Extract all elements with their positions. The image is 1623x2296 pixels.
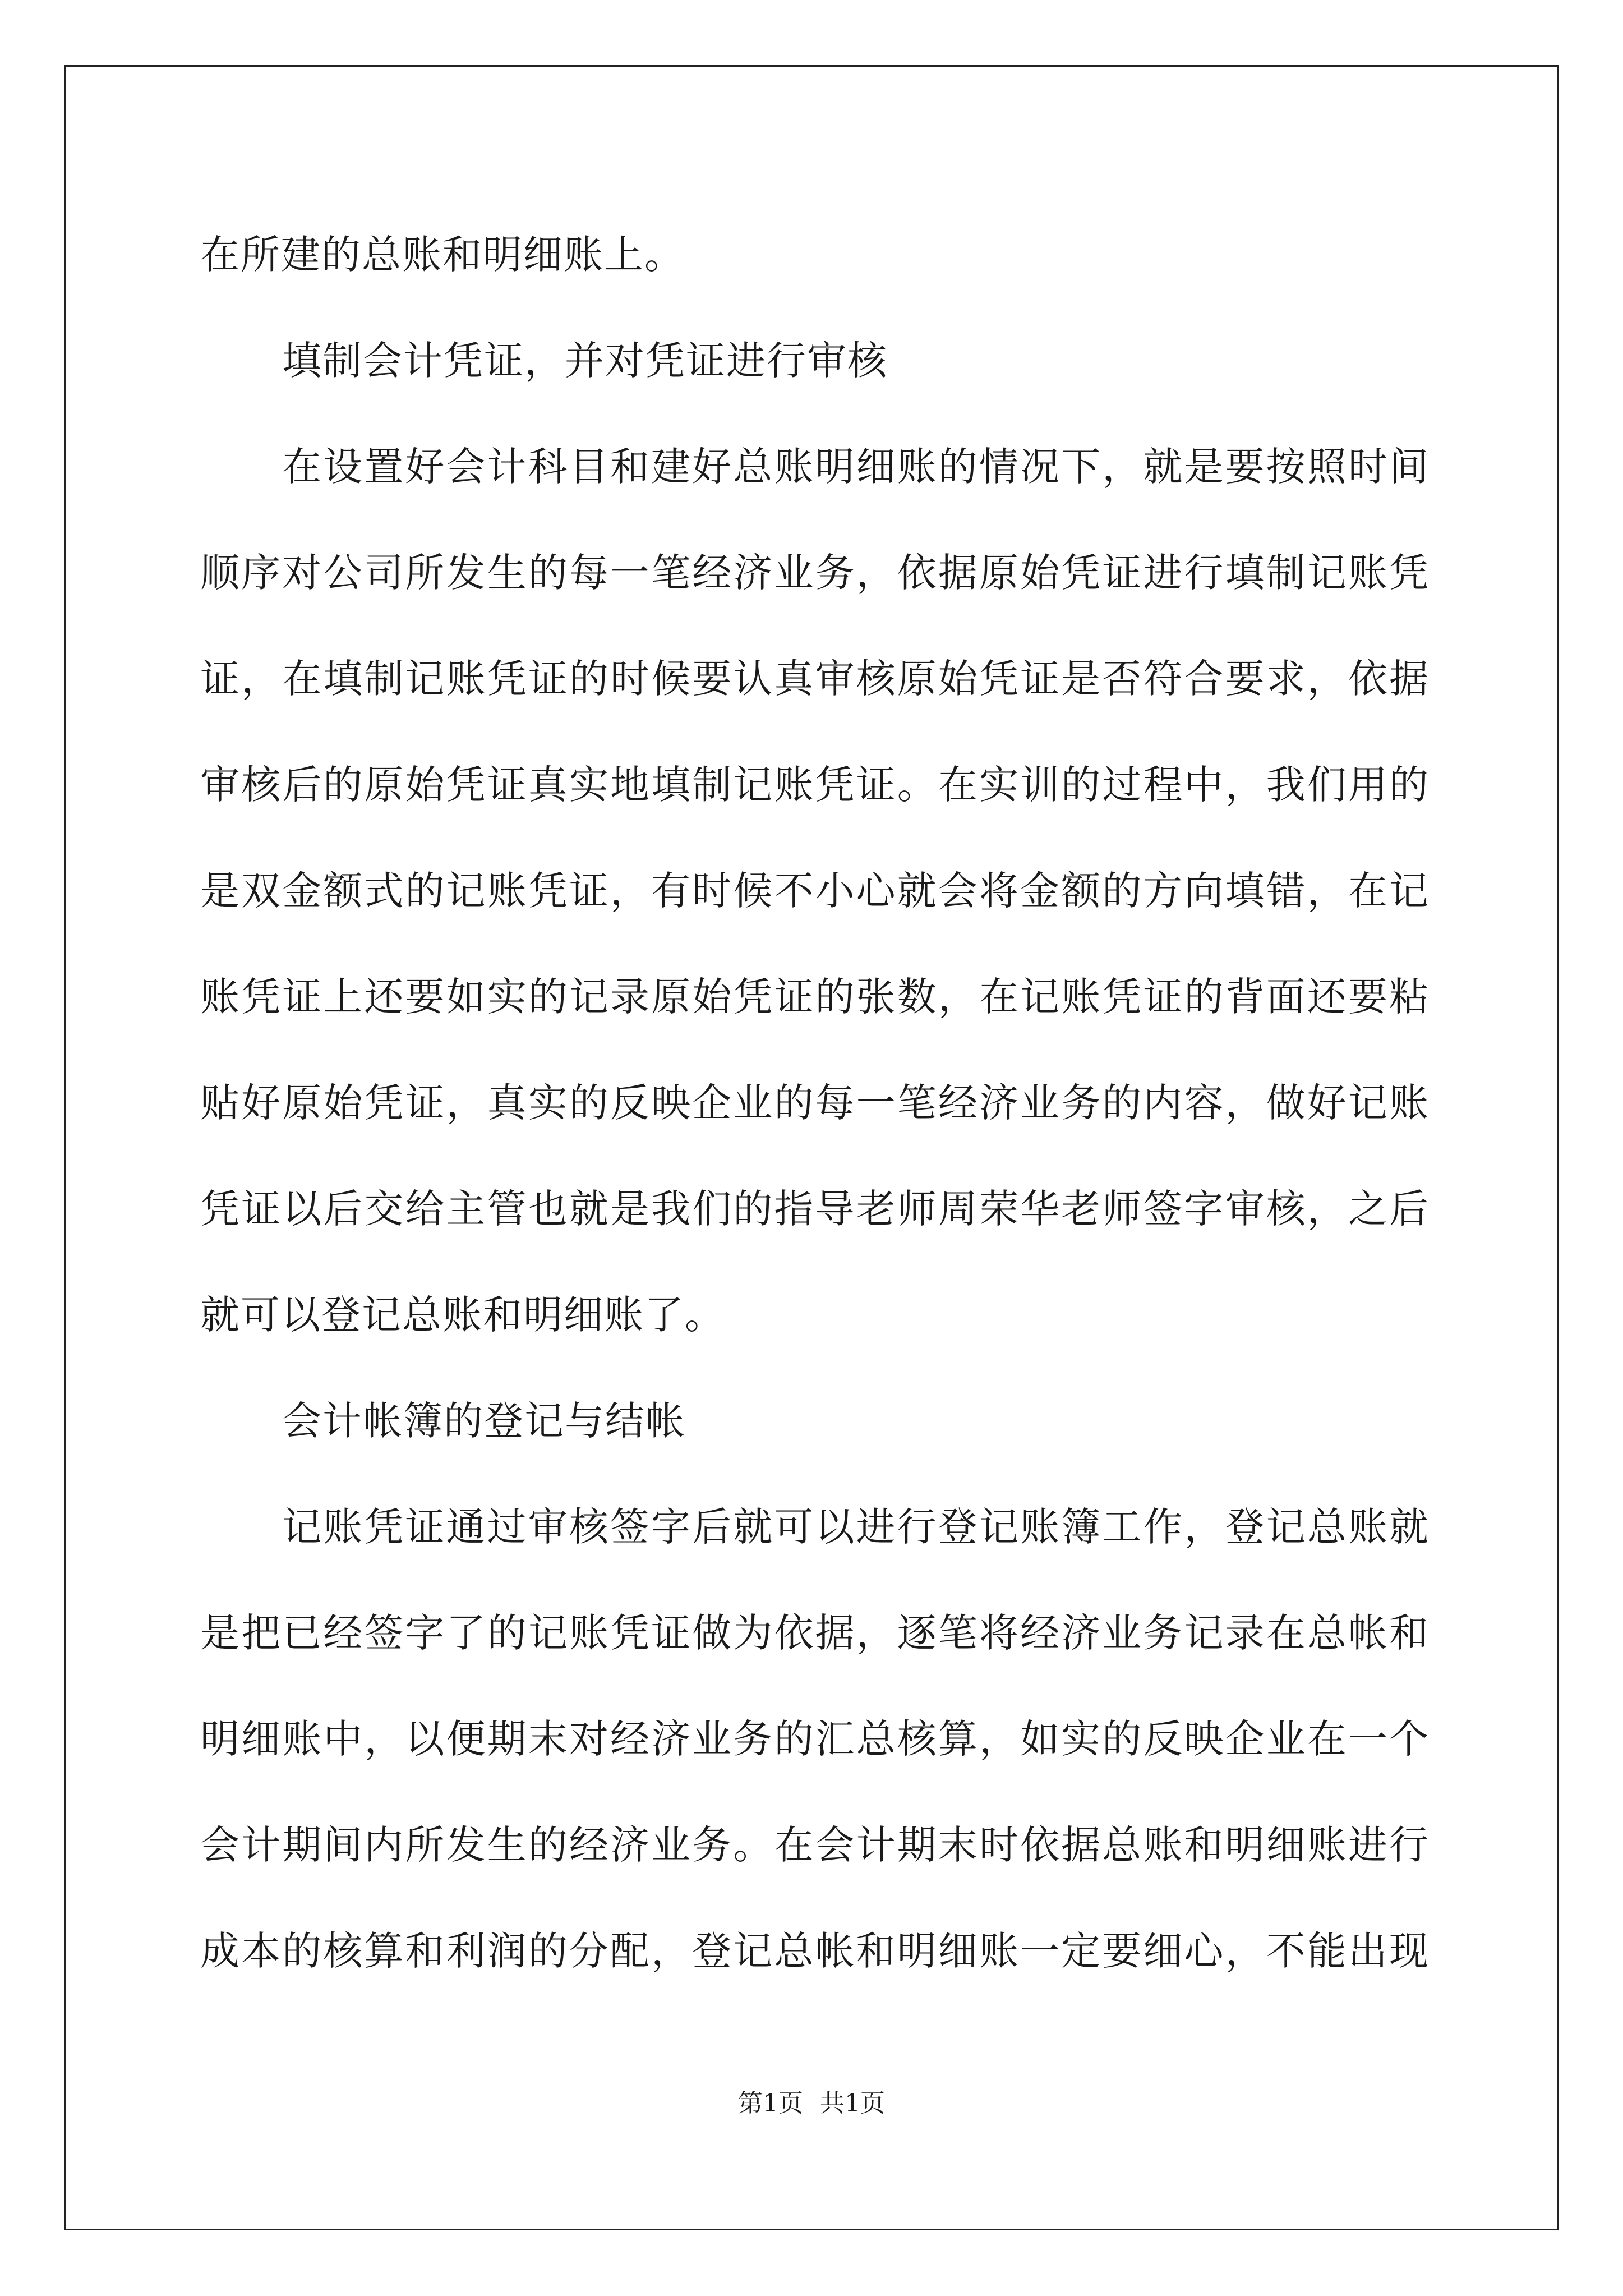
text-line: 贴好原始凭证，真实的反映企业的每一笔经济业务的内容，做好记账 [200, 1080, 1430, 1126]
text-line: 顺序对公司所发生的每一笔经济业务，依据原始凭证进行填制记账凭 [200, 550, 1430, 596]
text-line: 是双金额式的记账凭证，有时候不小心就会将金额的方向填错，在记 [200, 868, 1430, 914]
text-line: 记账凭证通过审核签字后就可以进行登记账簿工作，登记总账就 [282, 1504, 1430, 1550]
text-line: 证，在填制记账凭证的时候要认真审核原始凭证是否符合要求，依据 [200, 656, 1430, 702]
text-line: 在设置好会计科目和建好总账明细账的情况下，就是要按照时间 [282, 444, 1430, 490]
text-line: 是把已经签字了的记账凭证做为依据，逐笔将经济业务记录在总帐和 [200, 1610, 1430, 1656]
document-body [200, 202, 1430, 2004]
text-line: 明细账中，以便期末对经济业务的汇总核算，如实的反映企业在一个 [200, 1716, 1430, 1762]
text-line: 会计期间内所发生的经济业务。在会计期末时依据总账和明细账进行 [200, 1822, 1430, 1868]
text-line: 成本的核算和利润的分配，登记总帐和明细账一定要细心，不能出现 [200, 1928, 1430, 1974]
text-line: 就可以登记总账和明细账了。 [200, 1292, 725, 1338]
page-total: 共1页 [820, 2089, 885, 2118]
text-line: 凭证以后交给主管也就是我们的指导老师周荣华老师签字审核，之后 [200, 1186, 1430, 1232]
text-line: 审核后的原始凭证真实地填制记账凭证。在实训的过程中，我们用的 [200, 762, 1430, 808]
page-footer [0, 2087, 1623, 2120]
text-line: 会计帐簿的登记与结帐 [282, 1398, 686, 1444]
text-line: 在所建的总账和明细账上。 [200, 232, 685, 278]
page-number: 第1页 [738, 2089, 803, 2118]
text-line: 账凭证上还要如实的记录原始凭证的张数，在记账凭证的背面还要粘 [200, 974, 1430, 1020]
text-line: 填制会计凭证，并对凭证进行审核 [282, 338, 888, 384]
